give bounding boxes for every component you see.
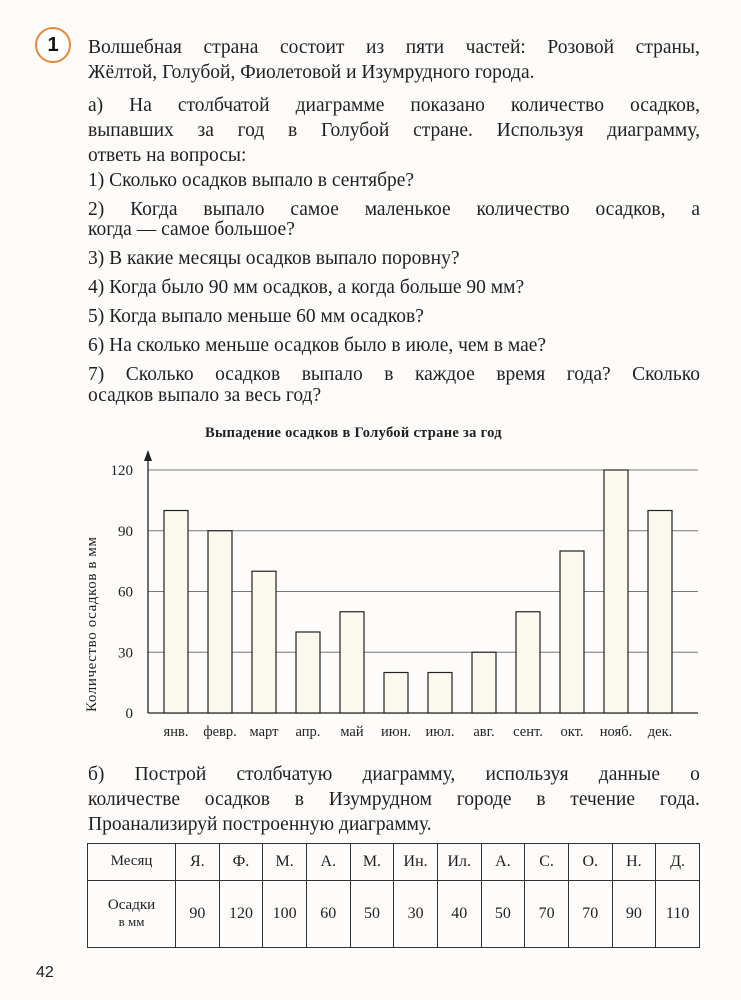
word: пяти — [405, 37, 445, 58]
table-cell-value: 70 — [525, 880, 569, 947]
table-cell-month: Д. — [656, 844, 700, 881]
bar — [208, 531, 232, 713]
bar — [164, 511, 188, 714]
word: о — [690, 764, 700, 785]
y-tick-label: 0 — [125, 706, 133, 722]
precipitation-table — [87, 843, 700, 948]
word: ответь — [88, 145, 147, 166]
word: из — [366, 37, 385, 58]
word: диаграмме — [295, 95, 385, 116]
x-tick-label: сент. — [513, 724, 543, 740]
bar — [296, 632, 320, 713]
word: городе — [456, 789, 512, 810]
table-cell-month: Ил. — [437, 844, 481, 881]
table-cell-value: 70 — [568, 880, 612, 947]
x-tick-label: июл. — [425, 724, 455, 740]
table-cell-month: Ин. — [394, 844, 438, 881]
table-cell-month: Ф. — [219, 844, 263, 881]
question-7-cont: осадков выпало за весь год? — [88, 385, 322, 406]
word: на — [146, 145, 171, 166]
table-cell-value: 120 — [219, 880, 263, 947]
word: Используя — [496, 120, 584, 141]
table-row-values — [88, 880, 700, 947]
x-tick-label: авг. — [473, 724, 495, 740]
table-cell-value: 110 — [656, 880, 700, 947]
chart-y-axis-label: Количество осадков в мм — [84, 536, 100, 712]
x-tick-label: окт. — [560, 724, 584, 740]
question-1: 1) Сколько осадков выпало в сентябре? — [88, 170, 415, 191]
table-row-months — [88, 844, 700, 881]
question-4: 4) Когда было 90 мм осадков, а когда больше 90 мм? — [88, 277, 525, 298]
part-b-paragraph — [88, 762, 700, 837]
page-number: 42 — [36, 964, 54, 981]
bar — [604, 470, 628, 713]
y-tick-label: 90 — [118, 523, 133, 540]
chart-title: Выпадение осадков в Голубой стране за год — [205, 425, 502, 441]
y-tick-label: 30 — [118, 645, 133, 662]
y-axis-arrow — [144, 450, 152, 461]
table-cell-month: Н. — [612, 844, 656, 881]
word: состоит — [279, 37, 345, 58]
word: диаграмму, — [607, 120, 700, 141]
bar — [340, 612, 364, 713]
word: осадков — [204, 789, 270, 810]
word: Голубой, — [162, 62, 241, 83]
word: Голубой — [320, 120, 390, 141]
part-b-line — [88, 812, 700, 837]
word: год — [237, 120, 265, 141]
word: Изумрудном — [328, 789, 432, 810]
word: города. — [474, 62, 535, 83]
bar — [560, 551, 584, 713]
word: диаграмму. — [338, 814, 432, 835]
table-cell-month: А. — [306, 844, 350, 881]
question-7: 7) Сколько осадков выпало в каждое время года? Сколько — [88, 364, 700, 385]
word: Фиолетовой — [240, 62, 347, 83]
task-number: 1 — [47, 33, 59, 56]
x-tick-label: май — [340, 724, 364, 740]
x-tick-label: нояб. — [599, 724, 633, 740]
x-tick-label: дек. — [647, 724, 673, 740]
word: Изумрудного — [361, 62, 475, 83]
bar — [516, 612, 540, 713]
table-cell-value: 50 — [350, 880, 394, 947]
question-2-cont: когда — самое большое? — [88, 219, 295, 240]
table-cell-value: 60 — [306, 880, 350, 947]
word: данные — [598, 764, 660, 785]
x-tick-label: янв. — [163, 724, 189, 740]
word: Проанализируй — [88, 814, 223, 835]
word: и — [346, 62, 362, 83]
word: используя — [485, 764, 569, 785]
bar — [428, 673, 452, 714]
bar — [252, 571, 276, 713]
table-cell-month: А. — [481, 844, 525, 881]
table-cell-month: Я. — [176, 844, 220, 881]
bar — [384, 673, 408, 714]
part-b-line — [88, 762, 700, 787]
word: выпавших — [88, 120, 174, 141]
word: в — [288, 120, 298, 141]
word: б) — [88, 764, 105, 785]
table-header-month: Месяц — [88, 844, 176, 881]
word: в — [536, 789, 546, 810]
word: столбчатой — [177, 95, 270, 116]
word: страны, — [635, 37, 700, 58]
bar — [648, 511, 672, 714]
table-cell-month: М. — [263, 844, 307, 881]
table-header-precipitation — [88, 880, 176, 947]
word: На — [129, 95, 152, 116]
word: показано — [410, 95, 485, 116]
word: частей: — [465, 37, 526, 58]
y-tick-label: 60 — [118, 584, 133, 601]
word: построенную — [222, 814, 339, 835]
y-tick-label: 120 — [110, 463, 133, 479]
question-6: 6) На сколько меньше осадков было в июле, чем в мае? — [88, 335, 547, 356]
word: количество — [510, 95, 604, 116]
table-cell-month: М. — [350, 844, 394, 881]
table-cell-value: 100 — [263, 880, 307, 947]
word: в — [294, 789, 304, 810]
word: Волшебная — [88, 37, 182, 58]
word: стране. — [413, 120, 473, 141]
table-cell-month: С. — [525, 844, 569, 881]
table-cell-value: 50 — [481, 880, 525, 947]
question-2: 2) Когда выпало самое маленькое количество осадков, а — [88, 199, 700, 220]
word: Построй — [134, 764, 207, 785]
word: осадков, — [629, 95, 700, 116]
x-tick-label: февр. — [203, 724, 237, 740]
word: года. — [659, 789, 700, 810]
word: Розовой — [547, 37, 615, 58]
table-cell-value: 40 — [437, 880, 481, 947]
word: страна — [203, 37, 259, 58]
word: Жёлтой, — [88, 62, 163, 83]
word: количестве — [88, 789, 181, 810]
question-5: 5) Когда выпало меньше 60 мм осадков? — [88, 306, 424, 327]
word: за — [197, 120, 214, 141]
part-b-line — [88, 787, 700, 812]
x-tick-label: июн. — [381, 724, 411, 740]
table-cell-value: 90 — [176, 880, 220, 947]
x-tick-label: апр. — [295, 724, 321, 740]
word: а) — [88, 95, 104, 116]
word: диаграмму, — [362, 764, 456, 785]
x-tick-label: март — [249, 724, 279, 740]
word: течение — [570, 789, 635, 810]
bar — [472, 652, 496, 713]
table-cell-value: 30 — [394, 880, 438, 947]
table-header-line: в мм — [118, 913, 145, 929]
word: столбчатую — [236, 764, 333, 785]
word: вопросы: — [170, 145, 247, 166]
table-cell-value: 90 — [612, 880, 656, 947]
table-header-line: Осадки — [107, 896, 156, 913]
question-3: 3) В какие месяцы осадков выпало поровну? — [88, 248, 460, 269]
table-cell-month: О. — [568, 844, 612, 881]
